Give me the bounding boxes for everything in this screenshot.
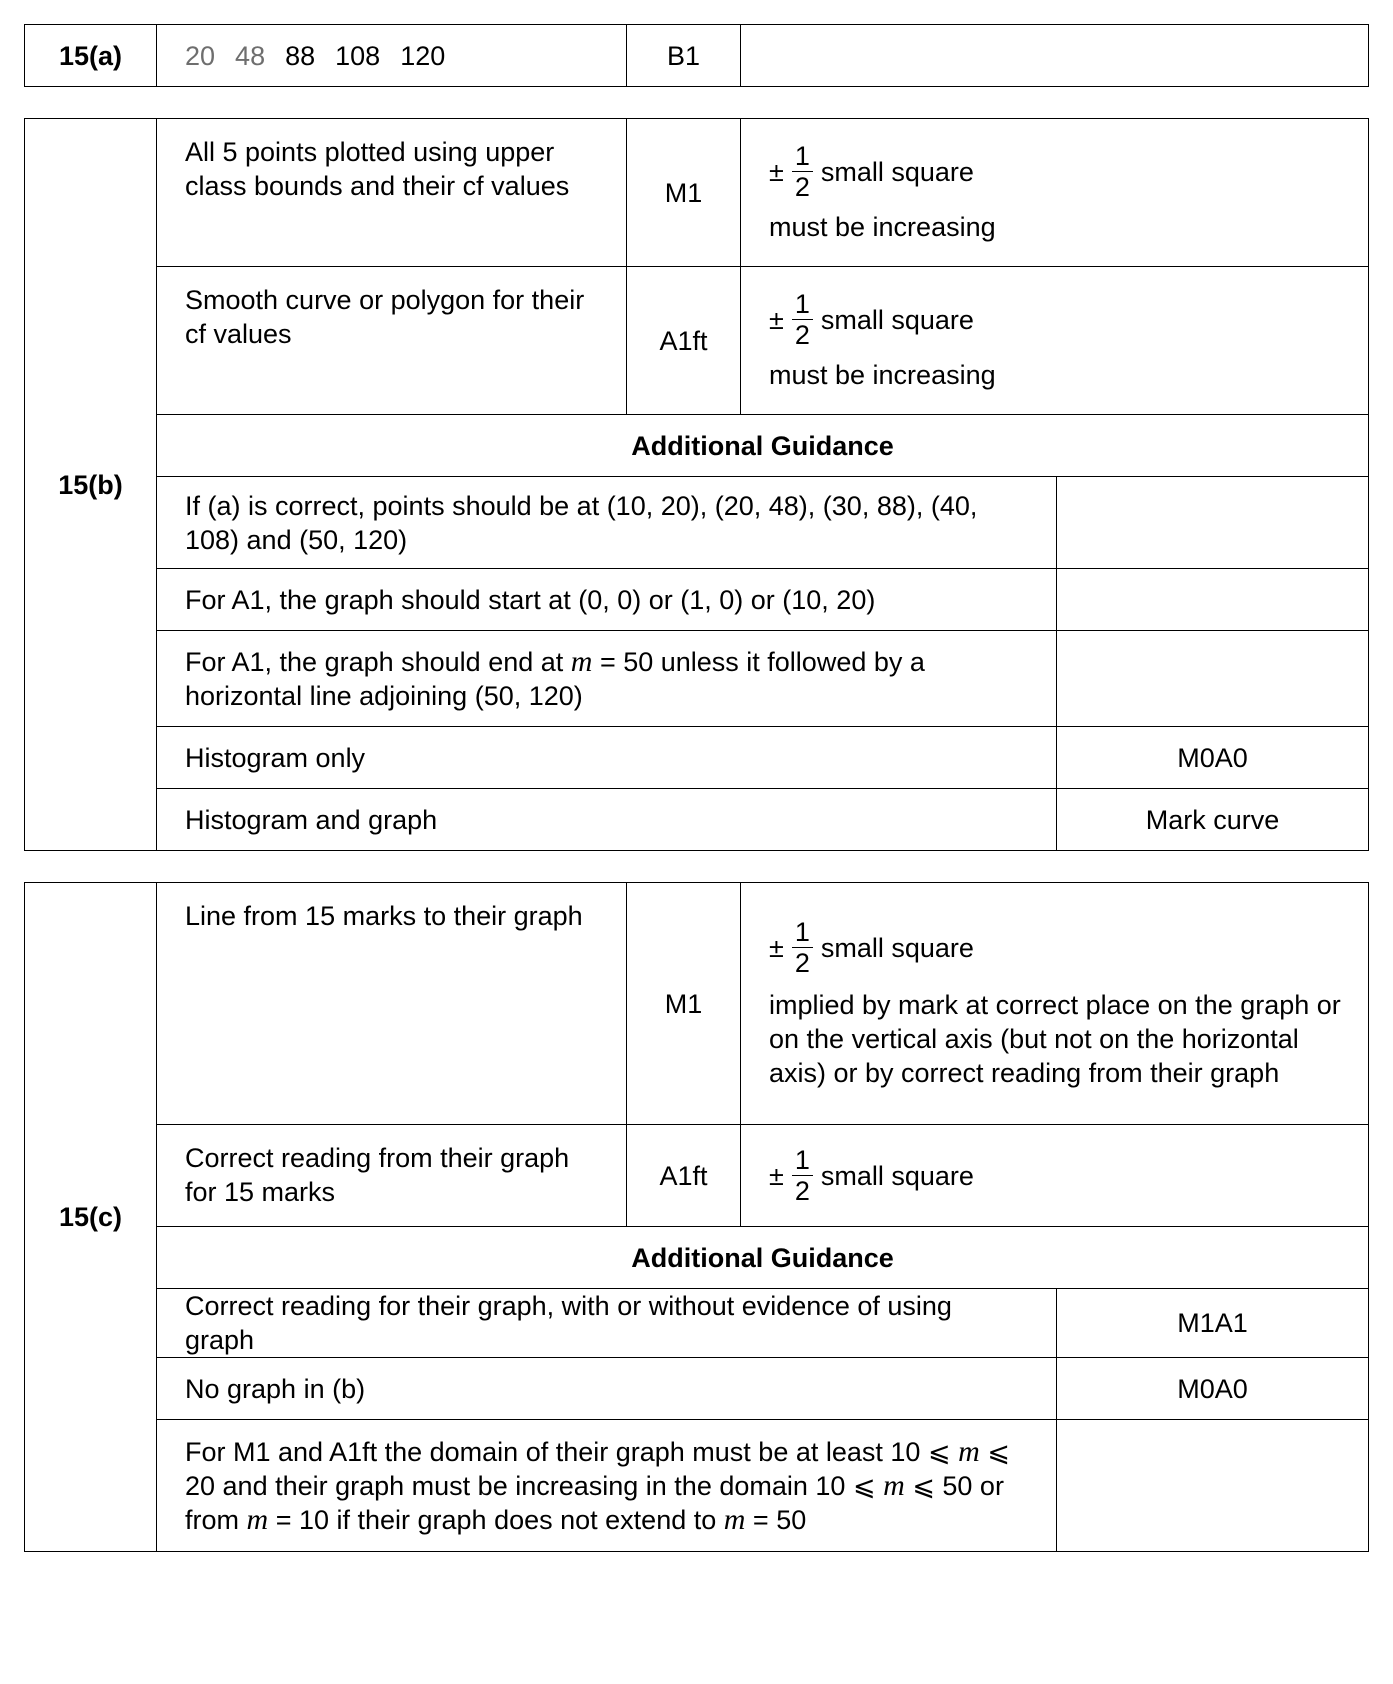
answer-value: 88 bbox=[285, 40, 316, 71]
variable-m: m bbox=[723, 1502, 746, 1536]
comment-text: must be increasing bbox=[769, 212, 996, 242]
denominator: 2 bbox=[792, 171, 813, 202]
guidance-text bbox=[157, 1420, 1057, 1552]
tolerance bbox=[769, 289, 1340, 350]
mark: B1 bbox=[627, 25, 741, 87]
guidance-mark: Mark curve bbox=[1057, 789, 1369, 851]
table-15a bbox=[24, 24, 1369, 87]
mark: M1 bbox=[627, 883, 741, 1125]
guidance-mark: M0A0 bbox=[1057, 727, 1369, 789]
guidance-mark bbox=[1057, 631, 1369, 727]
mark-scheme-text: Smooth curve or polygon for their cf values bbox=[157, 267, 627, 415]
guidance-mark: M0A0 bbox=[1057, 1358, 1369, 1420]
guidance-mark bbox=[1057, 1420, 1369, 1552]
denominator: 2 bbox=[792, 319, 813, 350]
plus-minus-sign: ± bbox=[769, 156, 784, 187]
question-label: 15(c) bbox=[25, 883, 157, 1552]
tolerance-text: small square bbox=[820, 932, 974, 963]
variable-m: m bbox=[570, 644, 593, 678]
guidance-text: Histogram only bbox=[157, 727, 1057, 789]
guidance-heading: Additional Guidance bbox=[157, 1227, 1369, 1289]
answer-value: 20 bbox=[185, 40, 216, 71]
mark: A1ft bbox=[627, 267, 741, 415]
answer-value: 120 bbox=[400, 40, 446, 71]
guidance-mark: M1A1 bbox=[1057, 1289, 1369, 1358]
le-sign: ⩽ bbox=[852, 1470, 876, 1501]
guidance-text: If (a) is correct, points should be at (10, 20), (20, 48), (30, 88), (40, 108) and (50, 120) bbox=[157, 477, 1057, 569]
comment-text: implied by mark at correct place on the graph or on the vertical axis (but not on the horizontal axis) or by correct reading from their graph bbox=[769, 990, 1341, 1088]
le-sign: ⩽ bbox=[987, 1436, 1010, 1467]
variable-m: m bbox=[883, 1468, 905, 1502]
comments bbox=[741, 1125, 1369, 1227]
tolerance-text: small square bbox=[820, 156, 974, 187]
plus-minus-sign: ± bbox=[769, 1160, 784, 1191]
variable-m: m bbox=[246, 1502, 269, 1536]
table-15b bbox=[24, 118, 1369, 851]
numerator: 1 bbox=[794, 289, 810, 319]
tolerance-text: small square bbox=[820, 304, 974, 335]
tolerance-text: small square bbox=[820, 1160, 974, 1191]
comments bbox=[741, 119, 1369, 267]
numerator: 1 bbox=[794, 1145, 810, 1175]
guidance-text: No graph in (b) bbox=[157, 1358, 1057, 1420]
guidance-text-part: 20 and their graph must be increasing in the domain 10 bbox=[185, 1470, 853, 1501]
le-sign: ⩽ bbox=[927, 1436, 951, 1467]
plus-minus-sign: ± bbox=[769, 304, 784, 335]
fraction-half bbox=[792, 289, 813, 350]
answer-value: 48 bbox=[235, 40, 266, 71]
guidance-mark bbox=[1057, 569, 1369, 631]
table-15c bbox=[24, 882, 1369, 1552]
guidance-text: Correct reading for their graph, with or without evidence of using graph bbox=[157, 1289, 1057, 1358]
guidance-text-part: 50 or from bbox=[185, 1470, 1004, 1535]
guidance-mark bbox=[1057, 477, 1369, 569]
tolerance bbox=[769, 1145, 1340, 1206]
mark: A1ft bbox=[627, 1125, 741, 1227]
fraction-half bbox=[792, 141, 813, 202]
fraction-half bbox=[792, 1145, 813, 1206]
guidance-text: Histogram and graph bbox=[157, 789, 1057, 851]
guidance-text-part: For A1, the graph should end at bbox=[185, 646, 571, 677]
guidance-text-part: = 50 unless it followed by a horizontal line adjoining (50, 120) bbox=[185, 646, 925, 711]
answer-value: 108 bbox=[335, 40, 381, 71]
le-sign: ⩽ bbox=[912, 1470, 935, 1501]
variable-m: m bbox=[958, 1434, 980, 1468]
comments bbox=[741, 883, 1369, 1125]
guidance-text-part: For M1 and A1ft the domain of their graph must be at least 10 bbox=[185, 1436, 928, 1467]
guidance-text bbox=[157, 631, 1057, 727]
denominator: 2 bbox=[792, 947, 813, 978]
fraction-half bbox=[792, 917, 813, 978]
mark-scheme-text: Correct reading from their graph for 15 marks bbox=[157, 1125, 627, 1227]
tolerance bbox=[769, 917, 1348, 978]
guidance-text-part: = 50 bbox=[745, 1504, 807, 1535]
comments bbox=[741, 25, 1369, 87]
mark: M1 bbox=[627, 119, 741, 267]
mark-scheme-text: All 5 points plotted using upper class bounds and their cf values bbox=[157, 119, 627, 267]
comments bbox=[741, 267, 1369, 415]
mark-scheme-text: Line from 15 marks to their graph bbox=[157, 883, 627, 1125]
guidance-text-part: = 10 if their graph does not extend to bbox=[268, 1504, 724, 1535]
comment-text: must be increasing bbox=[769, 360, 996, 390]
tolerance bbox=[769, 141, 1340, 202]
guidance-heading: Additional Guidance bbox=[157, 415, 1369, 477]
guidance-text: For A1, the graph should start at (0, 0) or (1, 0) or (10, 20) bbox=[157, 569, 1057, 631]
denominator: 2 bbox=[792, 1175, 813, 1206]
numerator: 1 bbox=[794, 141, 810, 171]
question-label: 15(b) bbox=[25, 119, 157, 851]
numerator: 1 bbox=[794, 917, 810, 947]
question-label: 15(a) bbox=[25, 25, 157, 87]
plus-minus-sign: ± bbox=[769, 932, 784, 963]
answer-values bbox=[157, 25, 627, 87]
